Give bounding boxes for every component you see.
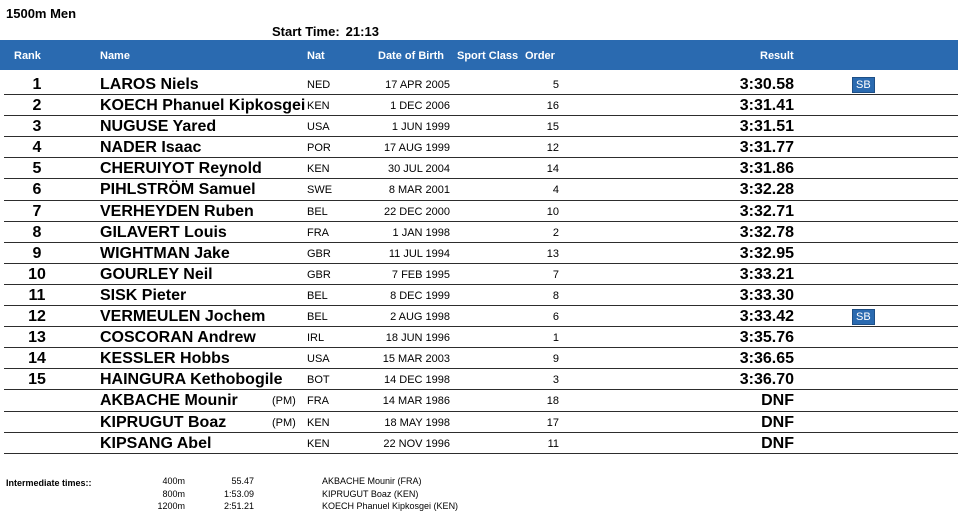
order-cell: 16	[546, 100, 559, 113]
athlete-name: GILAVERT Louis	[100, 223, 227, 241]
order-cell: 4	[552, 184, 559, 197]
nationality-cell: NED	[307, 79, 331, 91]
rank-cell: 5	[32, 160, 42, 178]
order-cell: 18	[546, 395, 559, 408]
season-best-badge: SB	[852, 309, 875, 325]
athlete-name: SISK Pieter	[100, 286, 187, 304]
result-cell: 3:31.86	[739, 160, 794, 178]
athlete-name: KOECH Phanuel Kipkosgei	[100, 97, 306, 115]
intermediate-athlete: AKBACHE Mounir (FRA)	[322, 476, 422, 486]
result-cell: 3:33.30	[739, 286, 794, 304]
date-of-birth-cell: 14 MAR 1986	[382, 395, 450, 408]
results-header	[0, 40, 958, 70]
athlete-name: CHERUIYOT Reynold	[100, 160, 262, 178]
order-cell: 2	[552, 226, 559, 239]
athlete-name: VERMEULEN Jochem	[100, 308, 266, 326]
order-cell: 14	[546, 163, 559, 176]
order-cell: 8	[552, 289, 559, 302]
athlete-name: WIGHTMAN Jake	[100, 244, 230, 262]
intermediate-times	[0, 476, 600, 514]
date-of-birth-cell: 7 FEB 1995	[391, 268, 450, 281]
table-row	[4, 243, 958, 264]
rank-cell: 6	[32, 181, 42, 199]
header-sport-class: Sport Class	[457, 50, 519, 62]
nationality-cell: GBR	[307, 268, 331, 281]
table-row	[4, 137, 958, 158]
athlete-name: HAINGURA Kethobogile	[100, 371, 283, 389]
date-of-birth-cell: 30 JUL 2004	[388, 163, 450, 176]
nationality-cell: FRA	[307, 226, 329, 239]
nationality-cell: BEL	[307, 289, 328, 302]
athlete-name: NADER Isaac	[100, 139, 202, 157]
start-time-value: 21:13	[345, 24, 379, 39]
result-cell: 3:36.70	[739, 371, 794, 389]
order-cell: 9	[552, 353, 559, 366]
nationality-cell: BEL	[307, 205, 328, 218]
date-of-birth-cell: 8 DEC 1999	[390, 289, 450, 302]
table-row	[4, 95, 958, 116]
rank-cell: 7	[32, 202, 42, 220]
result-cell: 3:32.28	[739, 181, 794, 199]
order-cell: 7	[552, 268, 559, 281]
result-cell: 3:32.71	[739, 202, 794, 220]
intermediate-athlete: KIPRUGUT Boaz (KEN)	[322, 488, 419, 499]
result-cell: 3:30.58	[739, 76, 794, 93]
nationality-cell: KEN	[307, 100, 330, 113]
table-row	[4, 327, 958, 348]
nationality-cell: BOT	[307, 374, 330, 387]
order-cell: 15	[546, 121, 559, 134]
date-of-birth-cell: 14 DEC 1998	[383, 374, 450, 387]
result-cell: 3:33.21	[739, 265, 794, 283]
athlete-name: PIHLSTRÖM Samuel	[100, 181, 256, 199]
result-cell: DNF	[761, 392, 794, 410]
results-table	[0, 74, 958, 454]
rank-cell: 11	[28, 286, 46, 304]
header-nat: Nat	[307, 50, 325, 62]
order-cell: 10	[546, 205, 559, 218]
result-cell: 3:31.77	[739, 139, 794, 157]
intermediate-distance: 1200m	[157, 501, 185, 511]
table-row	[4, 285, 958, 306]
intermediate-athlete: KOECH Phanuel Kipkosgei (KEN)	[322, 501, 459, 511]
rank-cell: 14	[28, 350, 46, 368]
rank-cell: 2	[32, 97, 42, 115]
nationality-cell: USA	[307, 121, 330, 134]
nationality-cell: FRA	[307, 395, 329, 408]
order-cell: 5	[552, 79, 559, 91]
start-time	[272, 24, 379, 39]
pacemaker-tag: (PM)	[272, 395, 296, 408]
athlete-name: NUGUSE Yared	[100, 118, 217, 136]
nationality-cell: USA	[307, 353, 330, 366]
table-row	[4, 264, 958, 285]
nationality-cell: GBR	[307, 247, 331, 260]
pacemaker-tag: (PM)	[272, 416, 296, 429]
date-of-birth-cell: 22 NOV 1996	[383, 437, 450, 450]
table-row	[4, 201, 958, 222]
date-of-birth-cell: 1 JAN 1998	[392, 226, 450, 239]
intermediate-label: Intermediate times::	[6, 478, 92, 488]
order-cell: 6	[552, 311, 559, 324]
event-title: 1500m Men	[6, 6, 77, 21]
date-of-birth-cell: 1 DEC 2006	[390, 100, 450, 113]
result-cell: 3:32.95	[739, 244, 794, 262]
intermediate-distance: 800m	[162, 488, 185, 499]
header-dob: Date of Birth	[378, 50, 444, 62]
rank-cell: 8	[32, 223, 42, 241]
athlete-name: GOURLEY Neil	[100, 265, 213, 283]
intermediate-time: 1:53.09	[223, 488, 254, 499]
athlete-name: COSCORAN Andrew	[100, 329, 256, 347]
result-cell: DNF	[761, 434, 794, 452]
order-cell: 1	[552, 332, 559, 345]
date-of-birth-cell: 1 JUN 1999	[391, 121, 450, 134]
rank-cell: 3	[32, 118, 42, 136]
start-time-label: Start Time:	[272, 24, 340, 39]
result-cell: 3:31.41	[739, 97, 794, 115]
header-order: Order	[525, 50, 555, 62]
athlete-name: AKBACHE Mounir	[100, 392, 238, 410]
athlete-name: LAROS Niels	[100, 76, 199, 93]
athlete-name: KIPRUGUT Boaz	[100, 413, 227, 431]
table-row	[4, 222, 958, 243]
result-cell: 3:31.51	[739, 118, 794, 136]
result-cell: DNF	[761, 413, 794, 431]
header-name: Name	[100, 50, 130, 62]
rank-cell: 15	[28, 371, 46, 389]
intermediate-row	[0, 501, 600, 514]
intermediate-row	[0, 476, 600, 489]
athlete-name: KIPSANG Abel	[100, 434, 212, 452]
date-of-birth-cell: 15 MAR 2003	[382, 353, 450, 366]
athlete-name: KESSLER Hobbs	[100, 350, 230, 368]
intermediate-time: 2:51.21	[223, 501, 254, 511]
order-cell: 17	[546, 416, 559, 429]
order-cell: 12	[546, 142, 559, 155]
date-of-birth-cell: 8 MAR 2001	[388, 184, 450, 197]
rank-cell: 12	[28, 308, 46, 326]
date-of-birth-cell: 22 DEC 2000	[383, 205, 450, 218]
table-row	[4, 74, 958, 95]
table-row	[4, 390, 958, 411]
order-cell: 3	[552, 374, 559, 387]
nationality-cell: SWE	[307, 184, 333, 197]
nationality-cell: KEN	[307, 163, 330, 176]
nationality-cell: KEN	[307, 437, 330, 450]
order-cell: 11	[547, 437, 559, 450]
nationality-cell: POR	[307, 142, 331, 155]
intermediate-time: 55.47	[231, 476, 254, 486]
result-cell: 3:36.65	[739, 350, 794, 368]
date-of-birth-cell: 18 MAY 1998	[384, 416, 450, 429]
header-result: Result	[760, 50, 794, 62]
rank-cell: 13	[28, 329, 46, 347]
rank-cell: 4	[32, 139, 42, 157]
table-row	[4, 116, 958, 137]
date-of-birth-cell: 18 JUN 1996	[385, 332, 450, 345]
table-row	[4, 369, 958, 390]
nationality-cell: KEN	[307, 416, 330, 429]
rank-cell: 10	[28, 265, 46, 283]
result-cell: 3:32.78	[739, 223, 794, 241]
result-cell: 3:35.76	[739, 329, 794, 347]
rank-cell: 9	[32, 244, 42, 262]
intermediate-distance: 400m	[162, 476, 185, 486]
header-rank: Rank	[14, 50, 41, 62]
season-best-badge: SB	[852, 77, 875, 93]
table-row	[4, 179, 958, 200]
rank-cell: 1	[32, 76, 42, 93]
table-row	[4, 348, 958, 369]
order-cell: 13	[546, 247, 559, 260]
date-of-birth-cell: 17 APR 2005	[385, 79, 450, 91]
table-row	[4, 306, 958, 327]
table-row	[4, 433, 958, 454]
result-cell: 3:33.42	[739, 308, 794, 326]
intermediate-row	[0, 489, 600, 502]
table-row	[4, 412, 958, 433]
date-of-birth-cell: 17 AUG 1999	[383, 142, 450, 155]
date-of-birth-cell: 11 JUL 1994	[388, 247, 450, 260]
date-of-birth-cell: 2 AUG 1998	[390, 311, 450, 324]
table-row	[4, 158, 958, 179]
nationality-cell: IRL	[307, 332, 325, 345]
nationality-cell: BEL	[307, 311, 328, 324]
athlete-name: VERHEYDEN Ruben	[100, 202, 254, 220]
